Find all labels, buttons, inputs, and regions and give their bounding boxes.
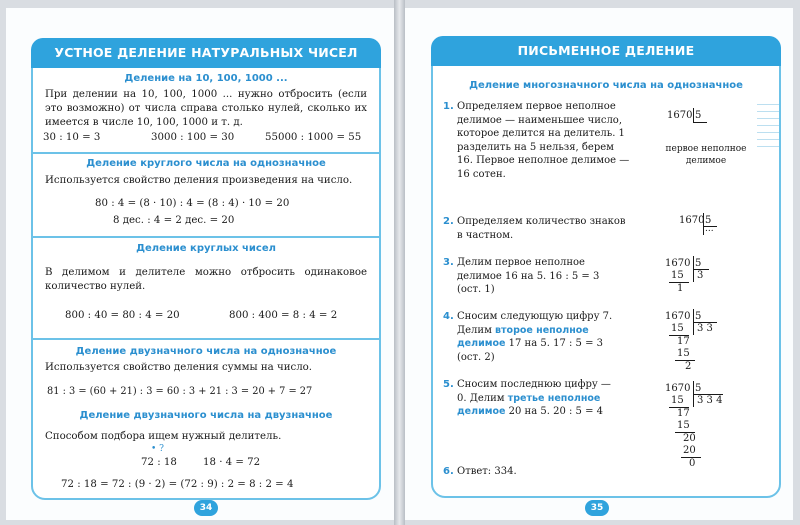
section-heading: Деление круглых чисел <box>136 243 276 254</box>
section-heading: Деление двузначного числа на однозначное <box>75 346 337 357</box>
calc-1-bar <box>693 108 694 122</box>
page-number: 35 <box>585 500 609 516</box>
left-panel <box>31 38 381 500</box>
step-1 <box>443 100 643 181</box>
step-number: 6. <box>443 466 454 477</box>
calc-3-dividend: 1670 <box>665 258 691 269</box>
calc-1-bar <box>693 122 707 123</box>
calc-5-quotient: 3 3 4 <box>697 395 723 406</box>
section-div-10-100 <box>33 70 379 154</box>
example: 55000 : 1000 = 55 <box>265 132 362 143</box>
calc-3-divisor: 5 <box>695 258 702 269</box>
example: 800 : 40 = 80 : 4 = 20 <box>65 310 180 321</box>
section-text: Способом подбора ищем нужный делитель. <box>45 431 282 442</box>
calc-2-dividend: 1670 <box>679 215 705 226</box>
calc-5-dividend: 1670 <box>665 383 691 394</box>
highlight-term: третье неполное делимое <box>457 392 601 417</box>
example: 72 : 18 = 72 : (9 · 2) = (72 : 9) : 2 = 8 : 2 = 4 <box>61 479 294 490</box>
section-text: Используется свойство деления произведения на число. <box>45 175 353 186</box>
page-right <box>405 8 793 520</box>
example: 8 дес. : 4 = 2 дес. = 20 <box>113 215 235 226</box>
step-text-a: Сносим следующую цифру 7. Делим <box>457 311 613 336</box>
calc-3-quotient: 3 <box>697 270 704 281</box>
step-5 <box>443 378 643 419</box>
calc-5-sub3: 20 <box>683 445 696 456</box>
calc-5-sub: 15 <box>671 395 684 406</box>
calc-1-divisor: 5 <box>695 110 702 121</box>
section-text: При делении на 10, 100, 1000 ... нужно отбросить (если это возможно) от числа справа столько нулей, сколько их имеется в числе 10, 100, 1000 и т. д. <box>45 89 367 128</box>
step-number: 4. <box>443 311 454 322</box>
example: 800 : 400 = 8 : 4 = 2 <box>229 310 338 321</box>
section-heading: Деление на 10, 100, 1000 ... <box>124 73 288 84</box>
highlight-term: второе неполное делимое <box>457 324 589 349</box>
decorative-lines <box>757 98 779 150</box>
calc-4-rem: 2 <box>685 361 692 372</box>
step-number: 1. <box>443 101 454 112</box>
calc-1-dividend: 1670 <box>667 110 693 121</box>
section-two-digit <box>33 340 379 500</box>
calc-5-divisor: 5 <box>695 383 702 394</box>
calc-4-17: 17 <box>677 336 690 347</box>
calc-5-20: 20 <box>683 433 696 444</box>
step-text-b: 20 на 5. 20 : 5 = 4 <box>505 406 603 417</box>
step-number: 3. <box>443 257 454 268</box>
section-round-by-single <box>33 154 379 238</box>
example: 80 : 4 = (8 · 10) : 4 = (8 : 4) · 10 = 20 <box>95 198 290 209</box>
calc-4-quotient: 3 3 <box>697 323 713 334</box>
calc-3-sub: 15 <box>671 270 684 281</box>
step-4 <box>443 310 643 364</box>
step-text-b: 17 на 5. 17 : 5 = 3 (ост. 2) <box>457 338 603 363</box>
step-number: 2. <box>443 216 454 227</box>
step-number: 5. <box>443 379 454 390</box>
section-round-numbers <box>33 238 379 340</box>
calc-4-sub: 15 <box>671 323 684 334</box>
step-text <box>443 310 623 364</box>
calc-5-17: 17 <box>677 408 690 419</box>
step-6 <box>443 465 643 479</box>
section-text: Используется свойство деления суммы на число. <box>45 362 313 373</box>
calc-4-sub2: 15 <box>677 348 690 359</box>
calc-2-divisor: 5 <box>705 215 712 226</box>
calc-2-dots: ... <box>705 224 714 234</box>
page-left <box>6 8 394 520</box>
calc-5-rem: 0 <box>689 458 696 469</box>
example: 30 : 10 = 3 <box>43 132 101 143</box>
page-title: ПИСЬМЕННОЕ ДЕЛЕНИЕ <box>431 36 781 66</box>
step-text: Определяем первое неполное делимое — наименьшее число, которое делится на делитель. 1 разделить на 5 нельзя, берем 16. Первое неполное делимое — 16 сотен. <box>457 101 630 180</box>
right-panel <box>431 36 781 498</box>
step-text: Делим первое неполное делимое 16 на 5. 16 : 5 = 3 (ост. 1) <box>457 257 600 295</box>
calc-4-divisor: 5 <box>695 311 702 322</box>
example: 3000 : 100 = 30 <box>151 132 235 143</box>
first-partial-label: первое неполное делимое <box>665 144 747 166</box>
calc-4-dividend: 1670 <box>665 311 691 322</box>
section-heading: Деление двузначного числа на двузначное <box>79 410 333 421</box>
section-heading: Деление круглого числа на однозначное <box>86 158 326 169</box>
step-2 <box>443 215 643 242</box>
calc-2-bar <box>703 213 704 235</box>
example: 18 · 4 = 72 <box>203 457 261 468</box>
calc-3-rem: 1 <box>677 283 684 294</box>
example: 81 : 3 = (60 + 21) : 3 = 60 : 3 + 21 : 3 = 20 + 7 = 27 <box>47 386 313 397</box>
step-text: Определяем количество знаков в частном. <box>457 216 626 241</box>
calc-5-sub2: 15 <box>677 420 690 431</box>
hint-mark: • ? <box>151 444 164 454</box>
step-text: Ответ: 334. <box>457 466 517 477</box>
page-title: УСТНОЕ ДЕЛЕНИЕ НАТУРАЛЬНЫХ ЧИСЕЛ <box>31 38 381 68</box>
subtitle: Деление многозначного числа на однозначное <box>469 80 743 91</box>
section-text: В делимом и делителе можно отбросить одинаковое количество нулей. <box>45 267 367 292</box>
book-gutter <box>394 0 405 525</box>
step-text <box>443 378 623 419</box>
page-number: 34 <box>194 500 218 516</box>
step-text-a: Сносим последнюю цифру — 0. Делим <box>457 379 611 404</box>
example: 72 : 18 <box>141 457 177 468</box>
step-3 <box>443 256 643 297</box>
